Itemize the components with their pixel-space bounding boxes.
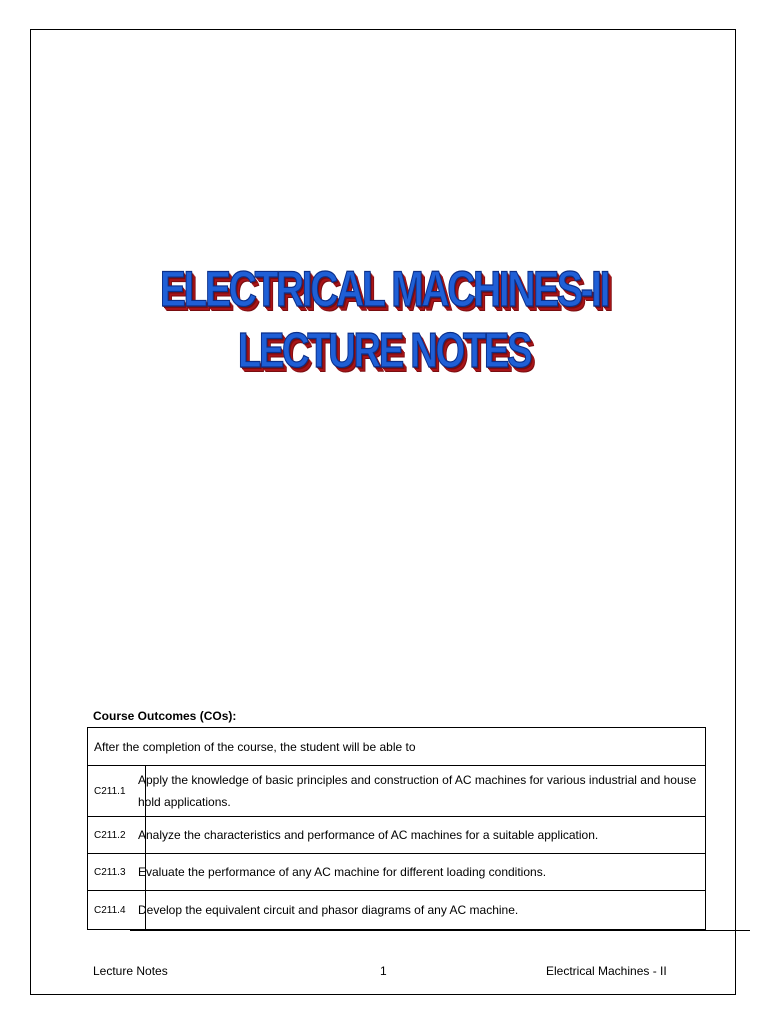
title-line-2: LECTURE NOTES xyxy=(237,324,531,378)
co-description xyxy=(138,817,706,854)
co-description xyxy=(138,766,706,817)
table-row xyxy=(88,891,706,930)
document-title xyxy=(0,258,768,382)
co-id: C211.1 xyxy=(88,766,146,817)
course-outcomes-heading: Course Outcomes (COs): xyxy=(93,709,237,723)
co-description xyxy=(138,854,706,891)
co-id: C211.2 xyxy=(88,817,146,854)
co-description-text: Develop the equivalent circuit and phasor diagrams of any AC machine. xyxy=(138,903,519,917)
co-id: C211.3 xyxy=(88,854,146,891)
co-description-text: Evaluate the performance of any AC machine for different loading conditions. xyxy=(138,865,547,879)
table-row xyxy=(88,817,706,854)
table-row xyxy=(88,854,706,891)
co-description-text: Apply the knowledge of basic principles and construction of AC machines for various industrial and house hold applications. xyxy=(138,773,697,809)
table-row xyxy=(88,766,706,817)
footer-page-number: 1 xyxy=(380,964,387,978)
footer-left: Lecture Notes xyxy=(93,964,168,978)
table-bottom-rule xyxy=(130,930,750,931)
co-description xyxy=(138,891,706,930)
course-outcomes-table xyxy=(87,727,706,930)
table-row-intro xyxy=(88,728,706,766)
co-description-text: Analyze the characteristics and performance of AC machines for a suitable application. xyxy=(138,828,599,842)
co-id: C211.4 xyxy=(88,891,146,930)
title-line-1: ELECTRICAL MACHINES-II xyxy=(159,261,609,317)
intro-cell: After the completion of the course, the student will be able to xyxy=(88,728,706,766)
footer-right: Electrical Machines - II xyxy=(546,964,667,978)
